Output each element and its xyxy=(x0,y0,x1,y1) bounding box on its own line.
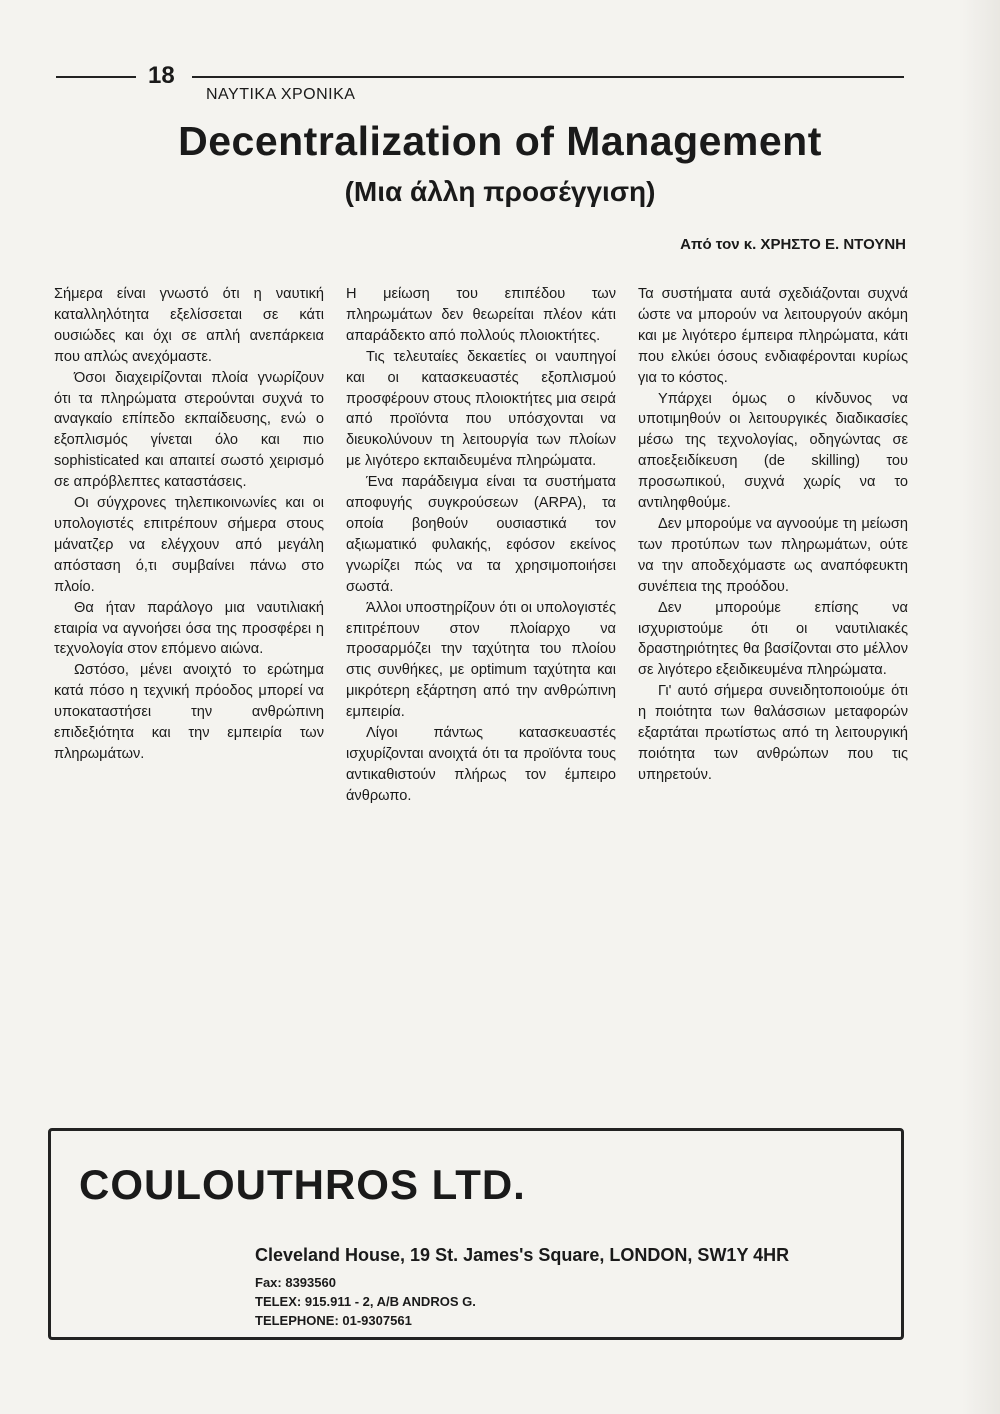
ad-brand-name: COULOUTHROS LTD. xyxy=(79,1161,526,1208)
article-title: Decentralization of Management xyxy=(178,118,822,164)
header-rule-right xyxy=(192,76,904,78)
text-column-1 xyxy=(54,284,324,1120)
paragraph: Τα συστήματα αυτά σχεδιάζονται συχνά ώστε να μπορούν να λειτουργούν ακόμη και με λιγότερο έμπειρα πληρώματα, κάτι που ελκύει όσους ενδιαφέρονται κυρίως για το κόστος. xyxy=(638,286,908,386)
header-rule-left xyxy=(56,76,136,78)
page-edge-shadow xyxy=(962,0,1000,1414)
article-byline: Από τον κ. ΧΡΗΣΤΟ Ε. ΝΤΟΥΝΗ xyxy=(680,236,906,253)
paragraph: Ωστόσο, μένει ανοιχτό το ερώτημα κατά πόσο η τεχνική πρόοδος μπορεί να υποκαταστήσει την ανθρώπινη επιδεξιότητα και την εμπειρία των πληρωμάτων. xyxy=(54,662,324,762)
ad-fax: Fax: 8393560 xyxy=(255,1275,336,1290)
ad-telephone: TELEPHONE: 01-9307561 xyxy=(255,1313,412,1328)
paragraph: Ένα παράδειγμα είναι τα συστήματα αποφυγής συγκρούσεων (ARPA), τα οποία βοηθούν ουσιαστικά τον αξιωματικό φυλακής, εφόσον εκείνος γνωρίζει πώς να τα χρησιμοποιήσει σωστά. xyxy=(346,474,616,595)
text-column-2 xyxy=(346,284,616,1120)
paragraph: Οι σύγχρονες τηλεπικοινωνίες και οι υπολογιστές επιτρέπουν σήμερα στους μάνατζερ να ελέγχουν από μεγάλη απόσταση ό,τι συμβαίνει πάνω στο πλοίο. xyxy=(54,495,324,595)
paragraph: Υπάρχει όμως ο κίνδυνος να υποτιμηθούν οι λειτουργικές διαδικασίες μέσω της τεχνολογίας, οδηγώντας σε αποεξειδίκευση (de skilling) του προσωπικού, συχνά χωρίς να το αντιληφθούμε. xyxy=(638,390,908,512)
advertisement-box xyxy=(48,1128,904,1340)
text-column-3 xyxy=(638,284,908,1120)
page-number: 18 xyxy=(148,62,175,89)
paragraph: Όσοι διαχειρίζονται πλοία γνωρίζουν ότι τα πληρώματα στερούνται συχνά το αναγκαίο επίπεδο εκπαίδευσης, ενώ ο εξοπλισμός γίνεται όλο και πιο sophisticated και απαιτεί σωστό χειρισμό σε απρόβλεπτες καταστάσεις. xyxy=(54,369,324,491)
paragraph: Θα ήταν παράλογο μια ναυτιλιακή εταιρία να αγνοήσει όσα της προσφέρει η τεχνολογία στον επόμενο αιώνα. xyxy=(54,599,324,658)
running-head: ΝΑΥΤΙΚΑ ΧΡΟΝΙΚΑ xyxy=(206,86,356,103)
paragraph: Η μείωση του επιπέδου των πληρωμάτων δεν θεωρείται πλέον κάτι απαράδεκτο από πολλούς πλοιοκτήτες. xyxy=(346,286,616,344)
paragraph: Γι' αυτό σήμερα συνειδητοποιούμε ότι η ποιότητα των θαλάσσιων μεταφορών εξαρτάται πρωτίστως από τη λειτουργική ποιότητα των ανθρώπων που τις υπηρετούν. xyxy=(638,683,908,783)
ad-address: Cleveland House, 19 St. James's Square, LONDON, SW1Y 4HR xyxy=(255,1245,790,1265)
paragraph: Δεν μπορούμε να αγνοούμε τη μείωση των προτύπων των πληρωμάτων, ούτε να την αποδεχόμαστε ως αναπόφευκτη συνέπεια της προόδου. xyxy=(638,515,908,595)
ad-telex: TELEX: 915.911 - 2, A/B ANDROS G. xyxy=(255,1294,476,1309)
paragraph: Δεν μπορούμε επίσης να ισχυριστούμε ότι οι ναυτιλιακές δραστηριότητες θα βασίζονται στο μέλλον σε λιγότερο εξειδικευμένα πληρώματα. xyxy=(638,599,908,679)
article-subtitle: (Μια άλλη προσέγγιση) xyxy=(344,176,656,207)
paragraph: Άλλοι υποστηρίζουν ότι οι υπολογιστές επιτρέπουν στον πλοίαρχο να προσαρμόζει την ταχύτητα του πλοίου στις συνθήκες, με optimum ταχύτητα και μικρότερη εξάρτηση από την ανθρώπινη εμπειρία. xyxy=(346,599,616,721)
paragraph: Τις τελευταίες δεκαετίες οι ναυπηγοί και οι κατασκευαστές εξοπλισμού προσφέρουν στους πλοιοκτήτες μια σειρά από προϊόντα που υπόσχονται να διευκολύνουν τη λειτουργία των πλοίων με λιγότερο εκπαιδευμένα πληρώματα. xyxy=(346,348,616,470)
paragraph: Σήμερα είναι γνωστό ότι η ναυτική καταλληλότητα εξελίσσεται σε κάτι ουσιώδες και όχι σε απλή ανεπάρκεια που απλώς ανεχόμαστε. xyxy=(54,286,324,365)
article-body xyxy=(54,284,908,1120)
paragraph: Λίγοι πάντως κατασκευαστές ισχυρίζονται ανοιχτά ότι τα προϊόντα τους αντικαθιστούν πλήρως τον έμπειρο άνθρωπο. xyxy=(346,725,616,804)
